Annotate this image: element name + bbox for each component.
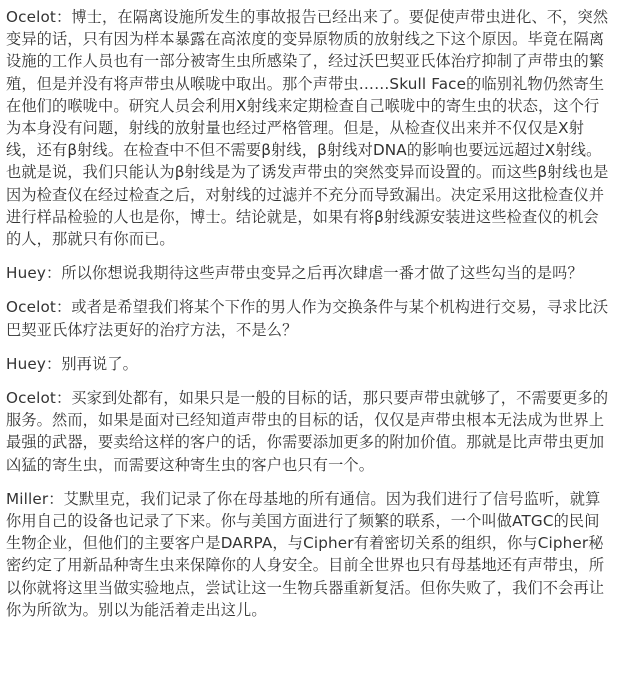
dialogue-line-ocelot-1 — [6, 6, 612, 250]
dialogue-text: 所以你想说我期待这些声带虫变异之后再次肆虐一番才做了这些勾当的是吗？ — [61, 264, 583, 283]
dialogue-text: 或者是希望我们将某个下作的男人作为交换条件与某个机构进行交易，寻求比沃巴契亚氏体疗法更好的治疗方法，不是么？ — [6, 298, 609, 339]
dialogue-line-ocelot-2 — [6, 296, 612, 340]
speaker-name: Miller — [6, 489, 49, 508]
speaker-separator: ： — [48, 489, 64, 508]
speaker-separator: ： — [56, 298, 72, 317]
dialogue-line-huey-2 — [6, 353, 612, 375]
dialogue-line-ocelot-3 — [6, 387, 612, 476]
speaker-name: Ocelot — [6, 298, 57, 317]
speaker-separator: ： — [45, 264, 62, 283]
speaker-name: Ocelot — [6, 389, 57, 408]
dialogue-text: 艾默里克，我们记录了你在母基地的所有通信。因为我们进行了信号监听，就算你用自己的设备也记录了下来。你与美国方面进行了频繁的联系，一个叫做ATGC的民间生物企业，但他们的主要客户是DARPA，与Cipher有着密切关系的组织，你与Cipher秘密约定了用新品种寄生虫来保障你的人身安全。目前全世界也只有母基地还有声带虫，所以你就将这里当做实验地点，尝试让这一生物兵器重新复活。但你失败了，我们不会再让你为所欲为。别以为能活着走出这儿。 — [6, 489, 605, 619]
dialogue-text: 买家到处都有，如果只是一般的目标的话，那只要声带虫就够了，不需要更多的服务。然而，如果是面对已经知道声带虫的目标的话，仅仅是声带虫根本无法成为世界上最强的武器，要卖给这样的客户的话，你需要添加更多的附加价值。那就是比声带虫更加凶猛的寄生虫，而需要这种寄生虫的客户也只有一个。 — [6, 389, 609, 474]
speaker-separator: ： — [45, 354, 62, 373]
dialogue-line-miller-1 — [6, 488, 612, 621]
speaker-name: Ocelot — [6, 8, 57, 26]
speaker-name: Huey — [6, 264, 46, 283]
dialogue-text: 博士，在隔离设施所发生的事故报告已经出来了。要促使声带虫进化、不，突然变异的话，只有因为样本暴露在高浓度的变异原物质的放射线之下这个原因。毕竟在隔离设施的工作人员也有一部分被寄生虫所感染了，经过沃巴契亚氏体治疗抑制了声带虫的繁殖，但是并没有将声带虫从喉咙中取出。那个声带虫……Skull Face的临别礼物仍然寄生在他们的喉咙中。研究人员会利用X射线来定期检查自己喉咙中的寄生虫的状态，这个行为本身没有问题，射线的放射量也经过严格管理。但是，从检查仪出来并不仅仅是X射线，还有β射线。在检查中不但不需要β射线，β射线对DNA的影响也要远远超过X射线。也就是说，我们只能认为β射线是为了诱发声带虫的突然变异而设置的。而这些β射线也是因为检查仪在经过检查之后，对射线的过滤并不充分而导致漏出。决定采用这批检查仪并进行样品检验的人也是你，博士。结论就是，如果有将β射线源安装进这些检查仪的机会的人，那就只有你而已。 — [6, 8, 609, 249]
speaker-name: Huey — [6, 354, 46, 373]
dialogue-text: 别再说了。 — [61, 354, 139, 373]
speaker-separator: ： — [56, 389, 72, 408]
speaker-separator: ： — [56, 8, 72, 26]
dialogue-line-huey-1 — [6, 262, 612, 284]
